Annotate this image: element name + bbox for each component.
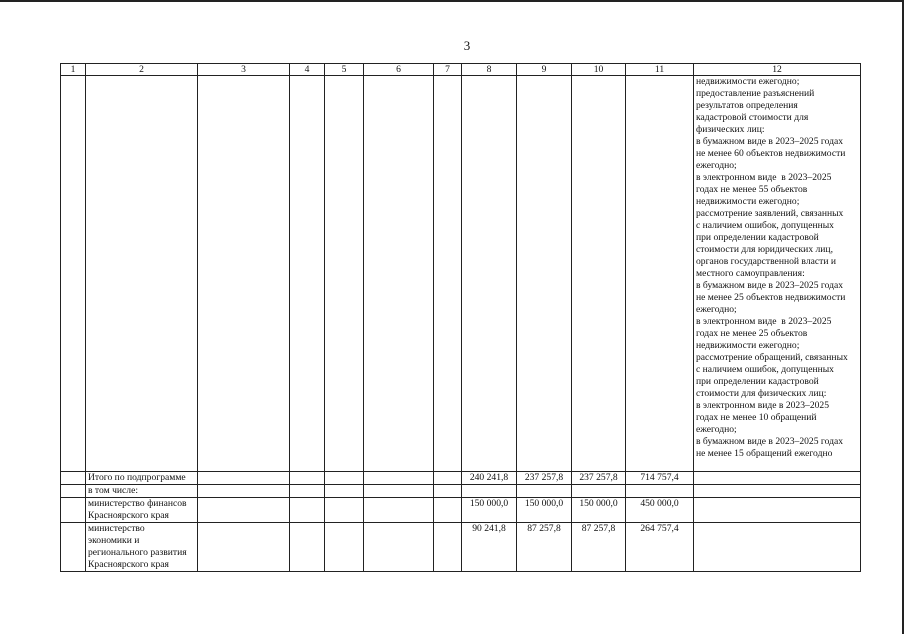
page-number: 3 bbox=[463, 38, 471, 53]
header-row bbox=[61, 64, 861, 76]
row-label: министерство финансов Красноярского края bbox=[86, 498, 198, 523]
results-description-cell: недвижимости ежегодно; предоставление разъяснений результатов определения кадастровой стоимости для физических лиц: в бумажном виде в 2023–2025 годах не менее 60 объектов недвижимости ежегодно; в электронном виде в 2023–2025 годах не менее 55 объектов недвижимости ежегодно; рассмотрение заявлений, связанных с наличием ошибок, допущенных при определении кадастровой стоимости для юридических лиц, органов государственной власти и местного самоуправления: в бумажном виде в 2023–2025 годах не менее 25 объектов недвижимости ежегодно; в электронном виде в 2023–2025 годах не менее 25 объектов недвижимости ежегодно; рассмотрение обращений, связанных с наличием ошибок, допущенных при определении кадастровой стоимости для физических лиц: в электронном виде в 2023–2025 годах не менее 10 обращений ежегодно; в бумажном виде в 2023–2025 годах не менее 15 обращений ежегодно bbox=[694, 76, 861, 472]
row-label: Итого по подпрограмме bbox=[86, 472, 198, 485]
value-2024: 87 257,8 bbox=[517, 523, 572, 572]
page-border-top bbox=[0, 0, 904, 2]
value-2025: 237 257,8 bbox=[572, 472, 626, 485]
value-2024: 237 257,8 bbox=[517, 472, 572, 485]
header-cell: 3 bbox=[198, 64, 290, 76]
table-row-ministry-economy bbox=[61, 523, 861, 572]
header-cell: 12 bbox=[694, 64, 861, 76]
header-cell: 11 bbox=[626, 64, 694, 76]
row-label: министерство экономики и регионального развития Красноярского края bbox=[86, 523, 198, 572]
value-2023: 150 000,0 bbox=[462, 498, 517, 523]
header-cell: 8 bbox=[462, 64, 517, 76]
table-row-total bbox=[61, 472, 861, 485]
header-cell: 1 bbox=[61, 64, 86, 76]
value-2025: 150 000,0 bbox=[572, 498, 626, 523]
value-2025: 87 257,8 bbox=[572, 523, 626, 572]
table-row-continued bbox=[61, 76, 861, 472]
value-total: 450 000,0 bbox=[626, 498, 694, 523]
header-cell: 9 bbox=[517, 64, 572, 76]
budget-table bbox=[60, 63, 861, 572]
header-cell: 4 bbox=[290, 64, 325, 76]
value-2023: 240 241,8 bbox=[462, 472, 517, 485]
header-cell: 2 bbox=[86, 64, 198, 76]
value-total: 264 757,4 bbox=[626, 523, 694, 572]
value-total: 714 757,4 bbox=[626, 472, 694, 485]
header-cell: 5 bbox=[325, 64, 364, 76]
table-row-ministry-finance bbox=[61, 498, 861, 523]
table-row-including bbox=[61, 485, 861, 498]
value-2023: 90 241,8 bbox=[462, 523, 517, 572]
value-2024: 150 000,0 bbox=[517, 498, 572, 523]
row-label: в том числе: bbox=[86, 485, 198, 498]
header-cell: 6 bbox=[364, 64, 434, 76]
header-cell: 7 bbox=[434, 64, 462, 76]
header-cell: 10 bbox=[572, 64, 626, 76]
